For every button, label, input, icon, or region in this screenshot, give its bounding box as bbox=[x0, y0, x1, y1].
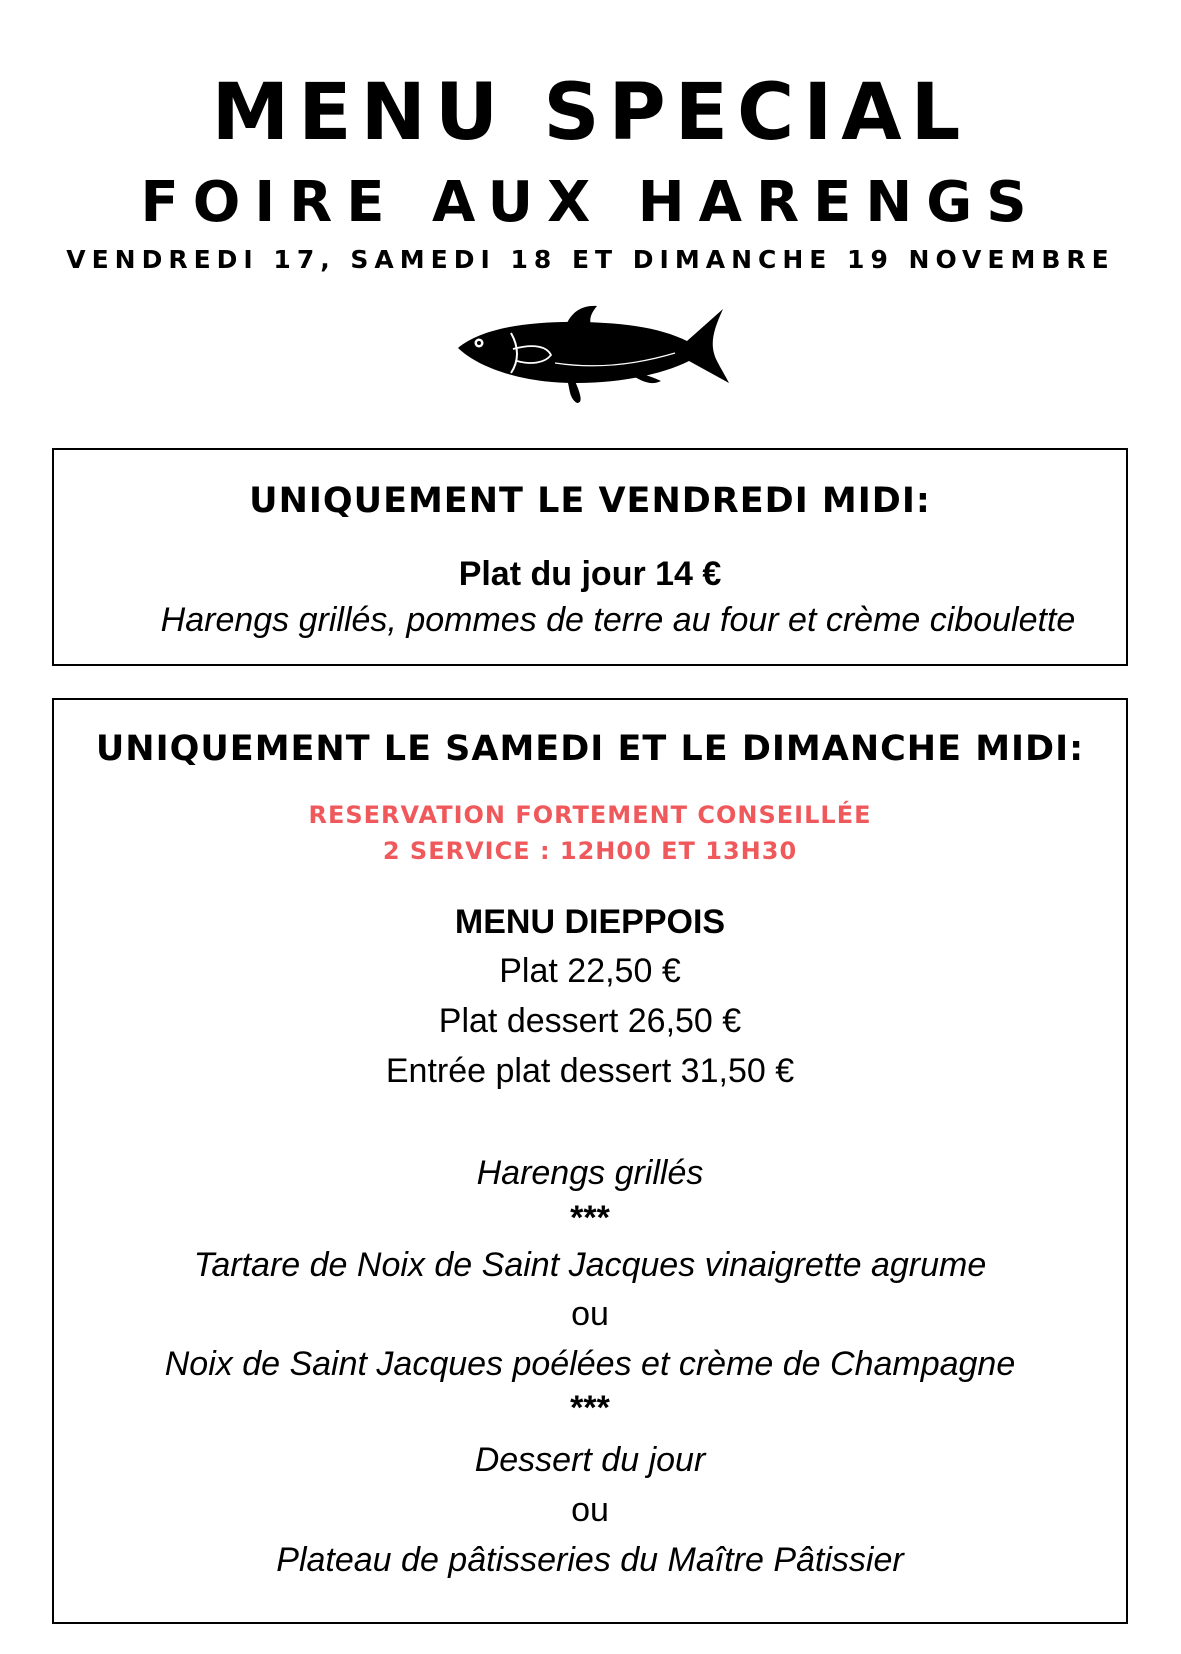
course-separator: *** bbox=[570, 1199, 610, 1237]
menu-subtitle: FOIRE AUX HARENGS bbox=[140, 170, 1041, 235]
main-option: Tartare de Noix de Saint Jacques vinaigrette agrume bbox=[193, 1246, 987, 1284]
dessert-option: Plateau de pâtisseries du Maître Pâtissier bbox=[276, 1541, 904, 1579]
fish-icon bbox=[455, 303, 730, 405]
or-label: ou bbox=[571, 1491, 609, 1529]
friday-heading: UNIQUEMENT LE VENDREDI MIDI: bbox=[249, 481, 931, 521]
price-line: Plat dessert 26,50 € bbox=[438, 1002, 742, 1040]
service-times: 2 SERVICE : 12H00 ET 13H30 bbox=[382, 837, 798, 865]
friday-section bbox=[52, 448, 1128, 666]
weekend-section bbox=[52, 698, 1128, 1624]
event-dates: VENDREDI 17, SAMEDI 18 ET DIMANCHE 19 NOVEMBRE bbox=[66, 245, 1115, 274]
dessert-option: Dessert du jour bbox=[474, 1441, 706, 1479]
menu-title: MENU SPECIAL bbox=[211, 68, 970, 158]
main-option: Noix de Saint Jacques poélées et crème de Champagne bbox=[164, 1345, 1016, 1383]
reservation-notice: RESERVATION FORTEMENT CONSEILLÉE bbox=[308, 801, 872, 829]
course-separator: *** bbox=[570, 1389, 610, 1427]
friday-dish-description: Harengs grillés, pommes de terre au four et crème ciboulette bbox=[160, 601, 1076, 639]
menu-dieppois-title: MENU DIEPPOIS bbox=[454, 903, 726, 941]
weekend-heading: UNIQUEMENT LE SAMEDI ET LE DIMANCHE MIDI: bbox=[95, 729, 1085, 769]
starter-dish: Harengs grillés bbox=[476, 1154, 704, 1192]
friday-dish-title: Plat du jour 14 € bbox=[458, 555, 722, 593]
price-line: Plat 22,50 € bbox=[499, 952, 681, 990]
or-label: ou bbox=[571, 1295, 609, 1333]
price-line: Entrée plat dessert 31,50 € bbox=[385, 1052, 795, 1090]
